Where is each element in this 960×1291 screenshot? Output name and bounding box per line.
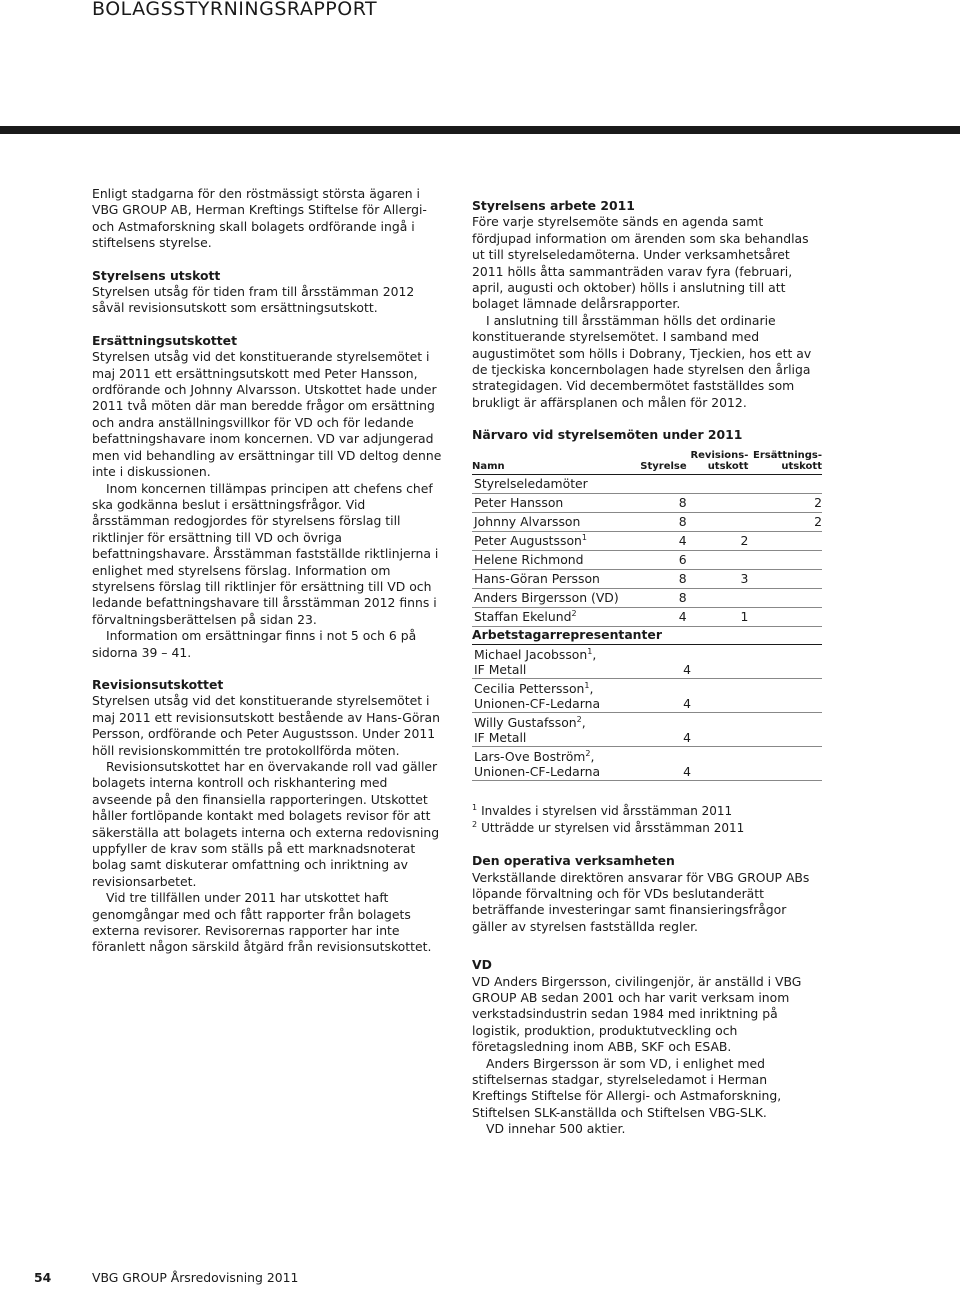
styrelse-count-text: 4 (678, 532, 687, 548)
member-name (472, 569, 637, 588)
styrelse-count-text: 8 (678, 494, 687, 510)
attendance-row (472, 531, 822, 550)
attendance-heading: Närvaro vid styrelsemöten under 2011 (472, 427, 743, 443)
ersattning-paragraph-1: Styrelsen utsåg vid det konstituerande styrelsemötet i maj 2011 ett ersättningsutskott med Peter Hansson, ordförande och Johnny Alvarsson. Utskottet hade under 2011 två möten där man beredde frågor om ersättning och andra anställningsvillkor för VD och för ledande befattningshavare inom koncernen. VD var adjungerad men vid behandling av ersättningar till VD deltog denne inte i diskussionen. (92, 349, 442, 480)
page-number: 54 (34, 1270, 52, 1285)
member-name-text: Helene Richmond (474, 551, 584, 567)
member-name-text: Staffan Ekelund (474, 608, 572, 624)
footnote-mark: 1 (581, 532, 587, 542)
col-header-styrelse: Styrelse (637, 450, 687, 475)
member-name (472, 607, 637, 626)
utskott-paragraph: Styrelsen utsåg för tiden fram till årsstämman 2012 såväl revisionsutskott som ersättningsutskott. (92, 284, 415, 316)
footnote-text: Invaldes i styrelsen vid årsstämman 2011 (481, 804, 733, 819)
header-rule (0, 126, 960, 134)
rep-name-text: Willy Gustafsson (474, 715, 577, 731)
employee-rep-styrelse-count: 4 (642, 679, 691, 713)
footer-text: VBG GROUP Årsredovisning 2011 (92, 1270, 299, 1285)
ersattning-paragraph-3: Information om ersättningar finns i not 5 och 6 på sidorna 39 – 41. (92, 628, 417, 660)
styrelse-count (637, 512, 687, 531)
revision-count (687, 569, 749, 588)
member-name (472, 588, 637, 607)
styrelsens-arbete-paragraph-1: Före varje styrelsemöte sänds en agenda samt fördjupad information om ärenden som ska behandlas ut till styrelseledamöterna. Under verksamhetsåret 2011 hölls åtta sammanträden varav fyra (februari, april, augusti och oktober) hölls i anslutning till att bolaget lämnade delårsrapporter. (472, 214, 809, 312)
member-name-text: Johnny Alvarsson (474, 513, 581, 529)
vd-paragraph-1: VD Anders Birgersson, civilingenjör, är anställd i VBG GROUP AB sedan 2001 och har varit verksam inom verkstadsindustrin sedan 1984 med inriktning på logistik, produktion, produktutveckling och företagsledning inom ABB, SKF och ESAB. (472, 973, 802, 1055)
revision-count-text: 2 (740, 532, 749, 548)
rep-union-text: Unionen-CF-Ledarna (474, 696, 601, 712)
attendance-row (472, 569, 822, 588)
member-name (472, 493, 637, 512)
intro-paragraph: Enligt stadgarna för den röstmässigt största ägaren i VBG GROUP AB, Herman Kreftings Stiftelse för Allergi- och Astmaforskning skall bolagets ordförande ingå i stiftelsens styrelse. (92, 186, 427, 251)
ersattning-count (748, 607, 822, 626)
employee-rep-row (472, 679, 822, 713)
attendance-row (472, 588, 822, 607)
col-header-revision: Revisions- utskott (687, 450, 749, 475)
member-name (472, 550, 637, 569)
col-header-namn: Namn (472, 450, 637, 475)
revision-paragraph-3: Vid tre tillfällen under 2011 har utskottet haft genomgångar med och fått rapporter från bolagets externa revisorer. Revisorernas rapporter har inte föranlett någon särskild åtgärd från revisionsutskottet. (92, 890, 432, 955)
member-name-text: Hans-Göran Persson (474, 570, 600, 586)
styrelse-count-text: 6 (678, 551, 687, 567)
styrelse-count (637, 493, 687, 512)
right-column (472, 198, 822, 1138)
footnote-mark: 1 (587, 646, 593, 656)
page-header-title: BOLAGSSTYRNINGSRAPPORT (92, 0, 378, 20)
employee-rep-styrelse-count: 4 (642, 713, 691, 747)
employee-rep-row (472, 713, 822, 747)
revision-count (687, 493, 749, 512)
footnote-mark: 1 (472, 803, 478, 813)
employee-rep-row (472, 645, 822, 679)
footnote-mark: 2 (576, 714, 582, 724)
revision-count (687, 607, 749, 626)
employee-reps-table (472, 645, 822, 781)
styrelse-count (637, 607, 687, 626)
employee-rep-styrelse-count: 4 (642, 747, 691, 781)
section-heading-styrelsens-arbete: Styrelsens arbete 2011 (472, 198, 635, 213)
styrelse-count (637, 588, 687, 607)
footnotes (472, 803, 822, 837)
revision-count (687, 512, 749, 531)
ersattning-count (748, 550, 822, 569)
styrelse-count (637, 569, 687, 588)
revision-paragraph-2: Revisionsutskottet har en övervakande roll vad gäller bolagets interna kontroll och riskhantering med avseende på den finansiella rapporteringen. Utskottet håller fortlöpande kontakt med bolagets revisor för att säkerställa att bolagets interna och externa redovisning uppfyller de krav som ställs på ett marknadsnoterat bolag samt diskuterar omfattning och inriktning av revisionsarbetet. (92, 759, 440, 889)
member-name-text: Anders Birgersson (VD) (474, 589, 619, 605)
section-heading-ersattning: Ersättningsutskottet (92, 332, 238, 348)
styrelse-count-text: 8 (678, 570, 687, 586)
employee-rep-name: Willy Gustafsson$^2$, IF Metall (472, 713, 642, 747)
member-name (472, 512, 637, 531)
rep-name-text: Michael Jacobsson (474, 647, 588, 663)
footnote-text: Utträdde ur styrelsen vid årsstämman 2011 (481, 821, 745, 836)
footnote-mark: 1 (584, 680, 590, 690)
member-name-text: Peter Augustsson (474, 532, 582, 548)
styrelse-count (637, 531, 687, 550)
revision-paragraph-1: Styrelsen utsåg vid det konstituerande styrelsemötet i maj 2011 ett revisionsutskott bestående av Hans-Göran Persson, ordförande och Peter Augustsson. Under 2011 höll revisionskommittén tre protokollförda möten. (92, 693, 440, 758)
member-name (472, 531, 637, 550)
empty-cell (691, 679, 822, 713)
rep-name-text: Cecilia Pettersson (474, 681, 585, 697)
section-heading-vd: VD (472, 957, 492, 973)
rep-name-text: Lars-Ove Boström (474, 749, 586, 765)
section-heading-revision: Revisionsutskottet (92, 676, 224, 692)
left-column (92, 186, 444, 956)
ersattning-count (748, 531, 822, 550)
employee-rep-name: Lars-Ove Boström$^2$, Unionen-CF-Ledarna (472, 747, 642, 781)
ersattning-count (748, 493, 822, 512)
col-header-ersattning: Ersättnings- utskott (748, 450, 822, 475)
employee-reps-heading: Arbetstagarrepresentanter (472, 627, 822, 645)
vd-paragraph-2: Anders Birgersson är som VD, i enlighet med stiftelsernas stadgar, styrelseledamot i Herman Kreftings Stiftelse för Allergi- och Astmaforskning, Stiftelsen SLK-anställda och Stiftelsen VBG-SLK. (472, 1055, 782, 1120)
ersattning-count (748, 512, 822, 531)
attendance-row (472, 607, 822, 626)
employee-rep-name: Cecilia Pettersson$^1$, Unionen-CF-Ledarna (472, 679, 642, 713)
footnote-mark: 2 (571, 608, 577, 618)
ersattning-count (748, 588, 822, 607)
attendance-row (472, 550, 822, 569)
section-heading-utskott: Styrelsens utskott (92, 267, 221, 283)
rep-union-text: Unionen-CF-Ledarna (474, 764, 601, 780)
rep-union-text: IF Metall (474, 662, 527, 678)
attendance-row (472, 493, 822, 512)
ersattning-count-text: 2 (814, 513, 822, 529)
footnote (472, 803, 822, 820)
member-name-text: Peter Hansson (474, 494, 564, 510)
ersattning-count-text: 2 (814, 494, 822, 510)
footnote-mark: 2 (585, 748, 591, 758)
employee-rep-row (472, 747, 822, 781)
rep-union-text: IF Metall (474, 730, 527, 746)
attendance-table (472, 450, 822, 627)
section-heading-operativa: Den operativa verksamheten (472, 853, 675, 869)
attendance-group-row (472, 474, 822, 493)
styrelsens-arbete-paragraph-2: I anslutning till årsstämman hölls det ordinarie konstituerande styrelsemötet. I samband med augustimötet som hölls i Dobrany, Tjeckien, hos ett av de tjeckiska koncernbolagen hade styrelsen den årliga strategidagen. Vid decembermötet fastställdes som brukligt är affärsplanen och målen för 2012. (472, 312, 812, 410)
empty-cell (691, 645, 822, 679)
attendance-row (472, 512, 822, 531)
ersattning-paragraph-2: Inom koncernen tillämpas principen att chefens chef ska godkänna beslut i ersättningsfrågor. Vid årsstämman redogjordes för styrelsens förslag till riktlinjer för ersättning till VD och övriga befattningshavare. Årsstämman fastställde riktlinjerna i enlighet med styrelsens förslag. Information om styrelsens förslag till riktlinjer för ersättning till VD och ledande befattningshavare till årsstämman 2012 finns i förvaltningsberättelsen på sidan 23. (92, 480, 439, 627)
styrelse-count (637, 550, 687, 569)
empty-cell (691, 713, 822, 747)
footnote (472, 820, 822, 837)
group-label: Styrelseledamöter (472, 474, 822, 493)
styrelse-count-text: 8 (678, 589, 687, 605)
attendance-header-row (472, 450, 822, 475)
employee-rep-styrelse-count: 4 (642, 645, 691, 679)
vd-paragraph-3: VD innehar 500 aktier. (486, 1121, 626, 1137)
footnote-mark: 2 (472, 820, 478, 830)
revision-count (687, 588, 749, 607)
styrelse-count-text: 8 (678, 513, 687, 529)
revision-count (687, 550, 749, 569)
revision-count (687, 531, 749, 550)
employee-rep-name: Michael Jacobsson$^1$, IF Metall (472, 645, 642, 679)
revision-count-text: 1 (740, 608, 749, 624)
styrelse-count-text: 4 (678, 608, 687, 624)
operativa-paragraph: Verkställande direktören ansvarar för VBG GROUP ABs löpande förvaltning och för VDs beslutanderätt beträffande investeringar samt finansieringsfrågor gäller av styrelsen fastställda regler. (472, 869, 810, 934)
ersattning-count (748, 569, 822, 588)
empty-cell (691, 747, 822, 781)
revision-count-text: 3 (740, 570, 749, 586)
